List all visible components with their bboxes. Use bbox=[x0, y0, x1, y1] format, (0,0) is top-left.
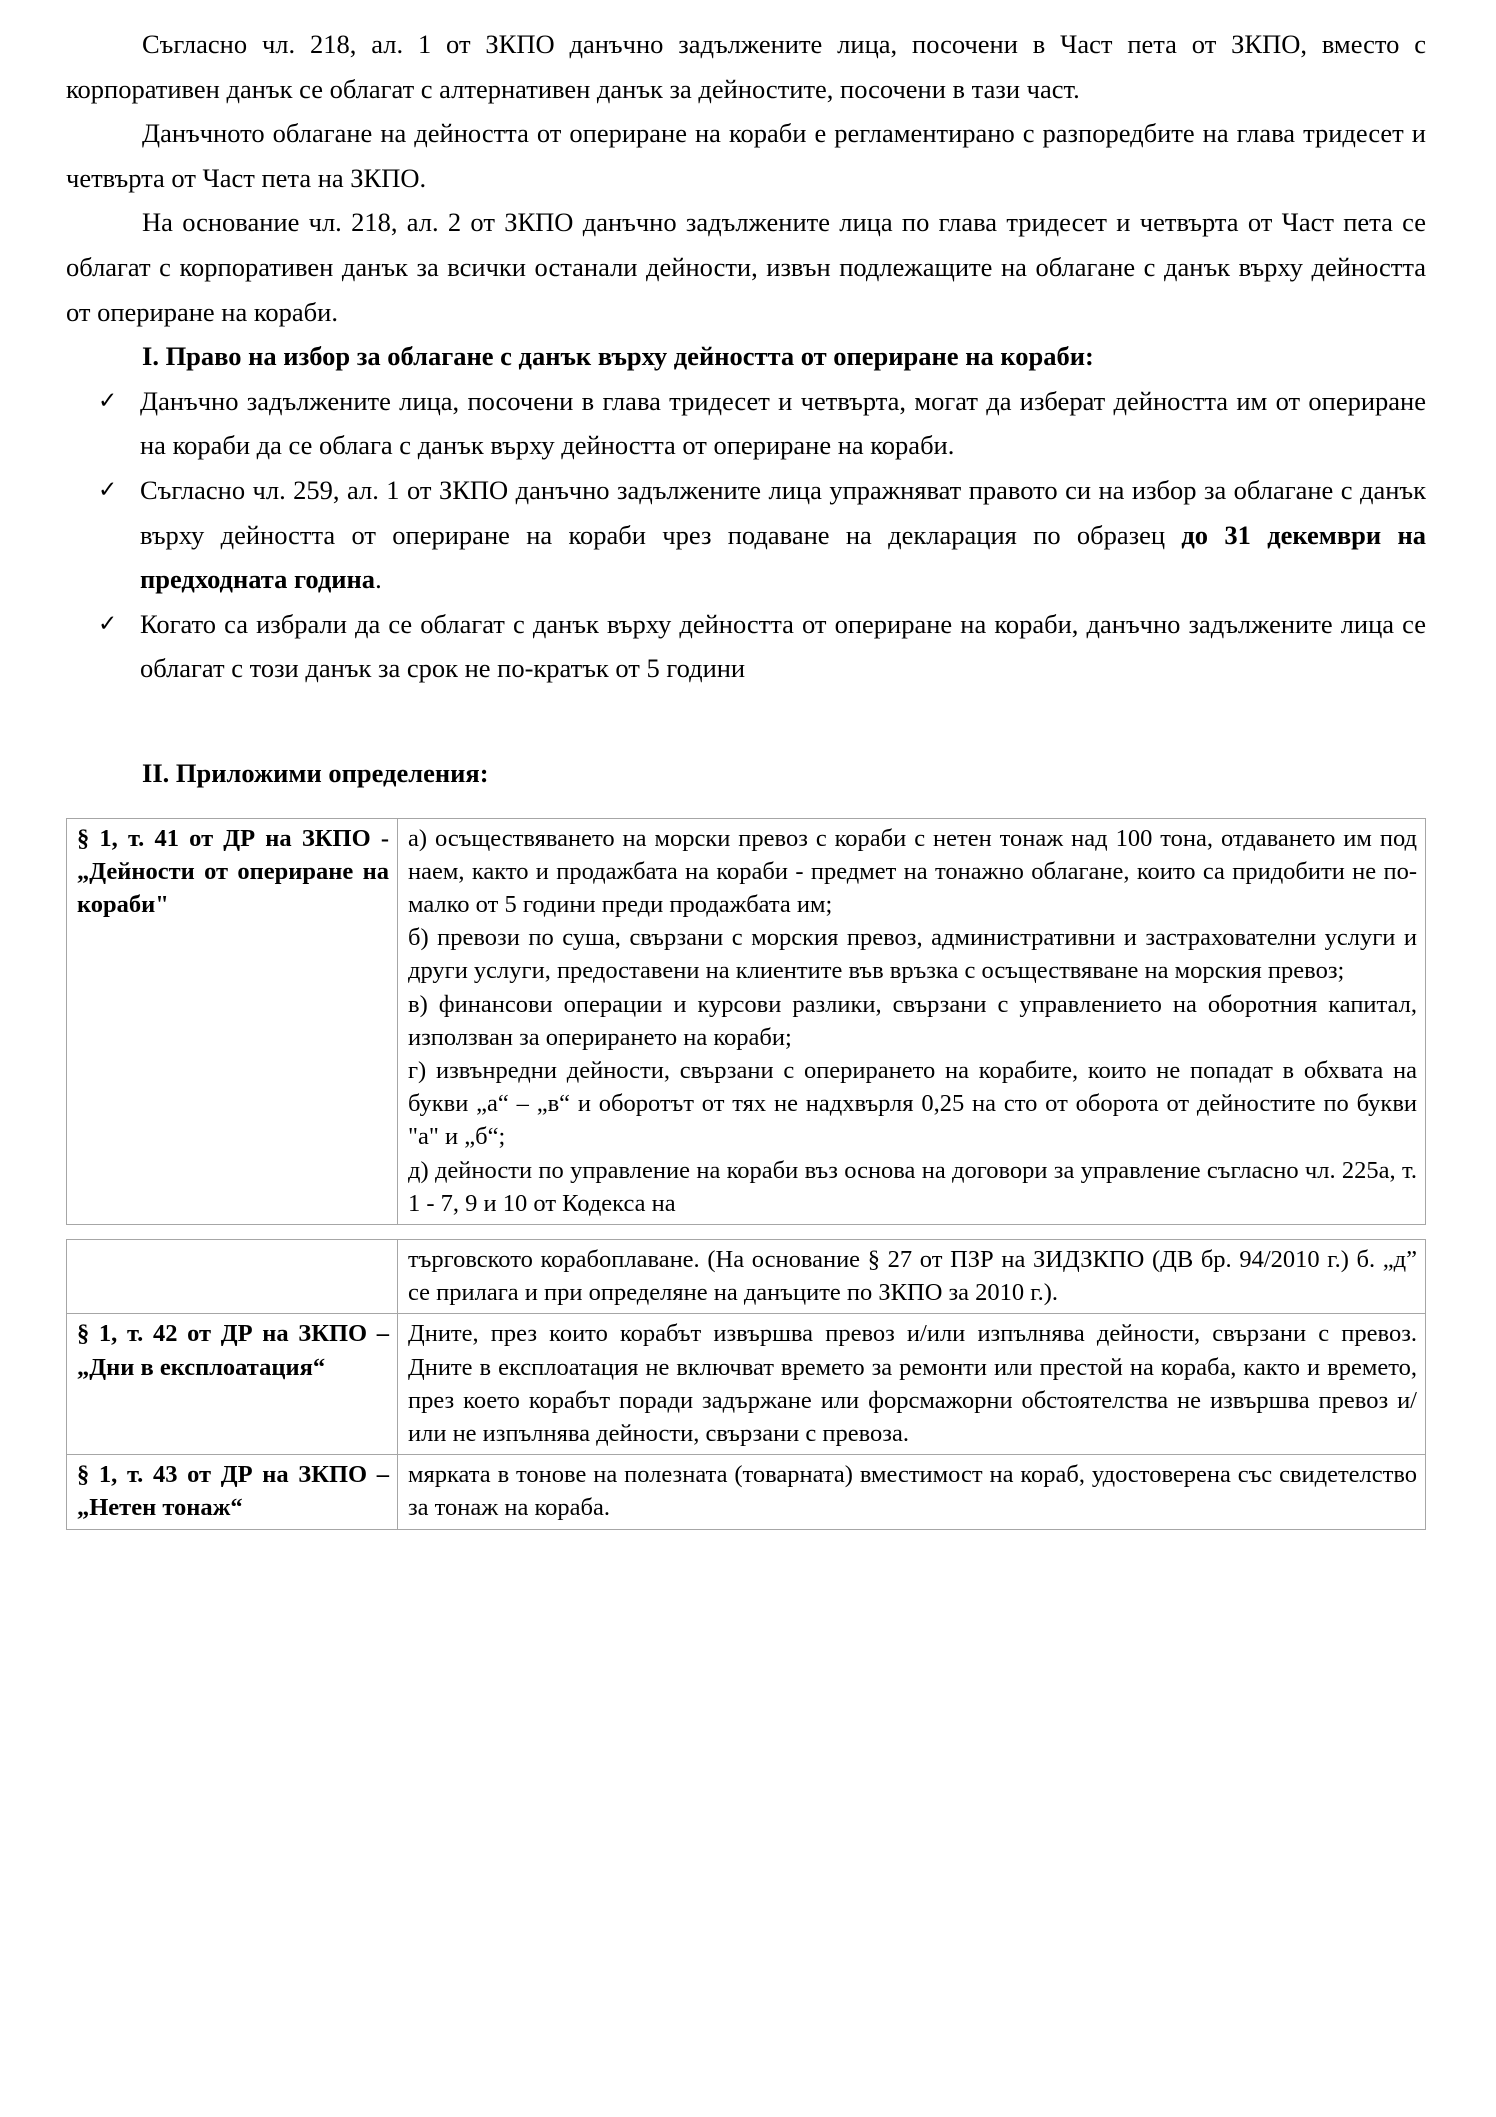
table-row bbox=[67, 1455, 1426, 1529]
list-item-text: Данъчно задължените лица, посочени в глава тридесет и четвърта, могат да изберат дейността им от опериране на кораби да се облага с данък върху дейността от опериране на кораби. bbox=[140, 385, 1426, 461]
list-item bbox=[66, 468, 1426, 602]
table-cell-definition: Дните, през които корабът извършва превоз и/или изпълнява дейности, свързани с превоз. Дните в експлоатация не включват времето за ремонти или престой на кораба, както и времето, през което корабът поради задържане или форсмажорни обстоятелства не извършва превоз и/или не изпълнява дейности, свързани с превоза. bbox=[398, 1314, 1426, 1455]
table-cell-definition: мярката в тонове на полезната (товарната) вместимост на кораб, удостоверена със свидетелство за тонаж на кораба. bbox=[398, 1455, 1426, 1529]
table-cell-term: § 1, т. 42 от ДР на ЗКПО – „Дни в експлоатация“ bbox=[67, 1314, 398, 1455]
list-item bbox=[66, 602, 1426, 691]
section-spacer bbox=[66, 691, 1426, 751]
table-cell-line: в) финансови операции и курсови разлики, свързани с управлението на оборотния капитал, използван за оперирането на кораби; bbox=[408, 990, 1417, 1051]
check-icon: ✓ bbox=[98, 387, 118, 413]
definitions-table-bottom bbox=[66, 1239, 1426, 1530]
table-cell-line: б) превози по суша, свързани с морския превоз, административни и застрахователни услуги и други услуги, предоставени на клиентите във връзка с осъществяване на морския превоз; bbox=[408, 924, 1417, 985]
paragraph-1: Съгласно чл. 218, ал. 1 от ЗКПО данъчно задължените лица, посочени в Част пета от ЗКПО, вместо с корпоративен данък се облагат с алтернативен данък за дейностите, посочени в тази част. bbox=[66, 29, 1426, 104]
list-item-text-tail: . bbox=[375, 564, 382, 595]
table-cell-term bbox=[67, 1239, 398, 1313]
table-break-spacer bbox=[66, 1225, 1426, 1239]
check-icon: ✓ bbox=[98, 610, 118, 636]
table-cell-definition: търговското корабоплаване. (На основание § 27 от ПЗР на ЗИДЗКПО (ДВ бр. 94/2010 г.) б. „д” се прилага и при определяне на данъците по ЗКПО за 2010 г.). bbox=[398, 1239, 1426, 1313]
definitions-table-top bbox=[66, 818, 1426, 1225]
table-row bbox=[67, 1239, 1426, 1313]
list-item-text: Съгласно чл. 259, ал. 1 от ЗКПО данъчно задължените лица упражняват правото си на избор за облагане с данък върху дейността от опериране на кораби чрез подаване на декларация по образец bbox=[140, 474, 1426, 550]
list-item-bold: до 31 декември на предходната година bbox=[140, 519, 1426, 595]
check-icon: ✓ bbox=[98, 476, 118, 502]
paragraph-2: Данъчното облагане на дейността от опериране на кораби е регламентирано с разпоредбите на глава тридесет и четвърта от Част пета на ЗКПО. bbox=[66, 118, 1426, 193]
top-spacer bbox=[66, 0, 1426, 22]
pre-table-spacer bbox=[66, 796, 1426, 818]
table-cell-definition bbox=[398, 818, 1426, 1224]
table-cell-term: § 1, т. 41 от ДР на ЗКПО - „Дейности от опериране на кораби" bbox=[67, 818, 398, 1224]
table-cell-line: д) дейности по управление на кораби въз основа на договори за управление съгласно чл. 225а, т. 1 - 7, 9 и 10 от Кодекса на bbox=[408, 1156, 1417, 1217]
table-cell-line: г) извънредни дейности, свързани с оперирането на корабите, които не попадат в обхвата на букви „а“ – „в“ и оборотът от тях не надхвърля 0,25 на сто от оборота от дейностите по букви "а" и „б“; bbox=[408, 1056, 1417, 1151]
heading-section-one: I. Право на избор за облагане с данък върху дейността от опериране на кораби: bbox=[142, 341, 1094, 372]
table-row bbox=[67, 1314, 1426, 1455]
paragraph-3: На основание чл. 218, ал. 2 от ЗКПО данъчно задължените лица по глава тридесет и четвърта от Част пета се облагат с корпоративен данък за всички останали дейности, извън подлежащите на облагане с данък върху дейността от опериране на кораби. bbox=[66, 207, 1426, 327]
heading-section-two: II. Приложими определения: bbox=[142, 757, 489, 788]
table-row bbox=[67, 818, 1426, 1224]
list-item bbox=[66, 379, 1426, 468]
list-item-text: Когато са избрали да се облагат с данък върху дейността от опериране на кораби, данъчно задължените лица се облагат с този данък за срок не по-кратък от 5 години bbox=[140, 608, 1426, 684]
table-cell-term: § 1, т. 43 от ДР на ЗКПО – „Нетен тонаж“ bbox=[67, 1455, 398, 1529]
option-bullet-list bbox=[66, 379, 1426, 691]
table-cell-line: а) осъществяването на морски превоз с кораби с нетен тонаж над 100 тона, отдаването им под наем, както и продажбата на кораби - предмет на тонажно облагане, които са придобити не по-малко от 5 години преди продажбата им; bbox=[408, 824, 1417, 918]
